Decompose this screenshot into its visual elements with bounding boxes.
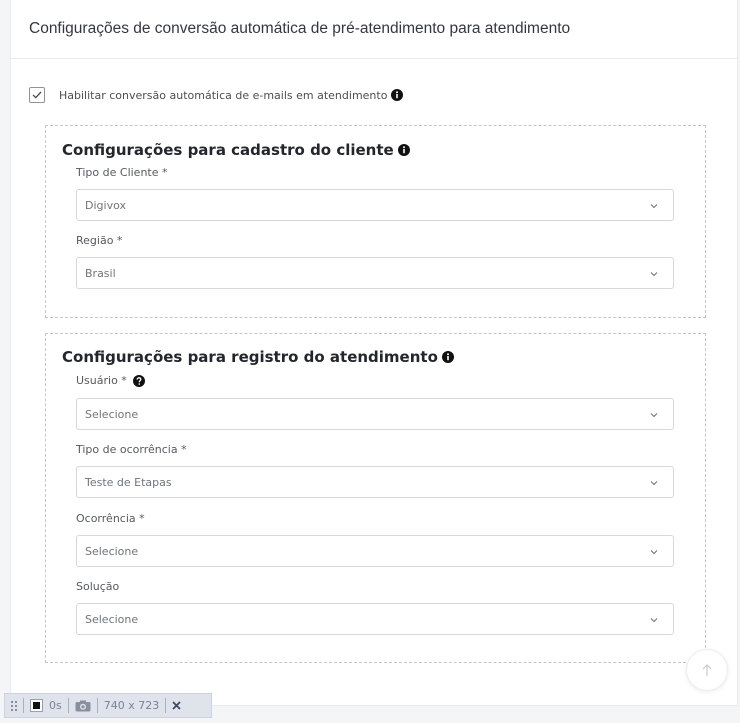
timer-text: 0s [49,699,62,712]
chevron-down-icon [649,478,659,488]
user-label-text: Usuário * [76,374,127,387]
capture-toolbar [4,693,212,718]
enable-conversion-row [29,87,403,103]
solution-label: Solução [76,580,120,593]
dimensions-text: 740 x 723 [103,699,160,712]
screenshot-button[interactable] [69,694,97,717]
occurrence-value: Selecione [85,544,139,558]
customer-type-label: Tipo de Cliente * [76,166,168,179]
solution-value: Selecione [85,612,139,626]
close-toolbar-button[interactable] [166,694,187,717]
region-label: Região * [76,234,123,247]
chevron-down-icon [649,547,659,557]
customer-type-select[interactable] [76,189,674,221]
info-circle-icon[interactable] [442,351,454,363]
enable-conversion-checkbox[interactable] [29,87,45,103]
question-circle-icon[interactable] [133,375,145,387]
check-icon [32,91,42,99]
card-header [11,0,737,59]
stop-button[interactable] [24,694,68,717]
occurrence-select[interactable] [76,535,674,567]
chevron-down-icon [649,615,659,625]
page-title: Configurações de conversão automática de pré-atendimento para atendimento [29,20,571,37]
ticket-section-title-text: Configurações para registro do atendimento [62,348,438,366]
region-select[interactable] [76,257,674,289]
camera-icon [75,700,91,712]
close-icon [172,701,181,710]
info-circle-icon[interactable] [398,144,410,156]
customer-type-value: Digivox [85,198,126,212]
arrow-up-icon [701,663,713,677]
drag-handle-icon[interactable] [5,694,23,717]
chevron-down-icon [649,201,659,211]
ticket-section-title [62,348,454,366]
user-label [76,374,145,387]
user-select[interactable] [76,398,674,430]
occurrence-label: Ocorrência * [76,512,145,525]
ticket-registration-section [45,333,706,663]
enable-conversion-label: Habilitar conversão automática de e-mails em atendimento [59,88,388,102]
occurrence-type-label: Tipo de ocorrência * [76,443,187,456]
solution-select[interactable] [76,603,674,635]
user-value: Selecione [85,407,139,421]
info-circle-icon[interactable] [391,89,403,101]
customer-section-title-text: Configurações para cadastro do cliente [62,141,394,159]
chevron-down-icon [649,269,659,279]
chevron-down-icon [649,410,659,420]
scroll-to-top-button[interactable] [686,649,728,691]
region-value: Brasil [85,266,116,280]
occurrence-type-value: Teste de Etapas [85,475,172,489]
customer-registration-section [45,125,706,318]
conversion-settings-card [10,0,738,706]
customer-section-title [62,141,410,159]
occurrence-type-select[interactable] [76,466,674,498]
stop-icon [30,699,43,712]
